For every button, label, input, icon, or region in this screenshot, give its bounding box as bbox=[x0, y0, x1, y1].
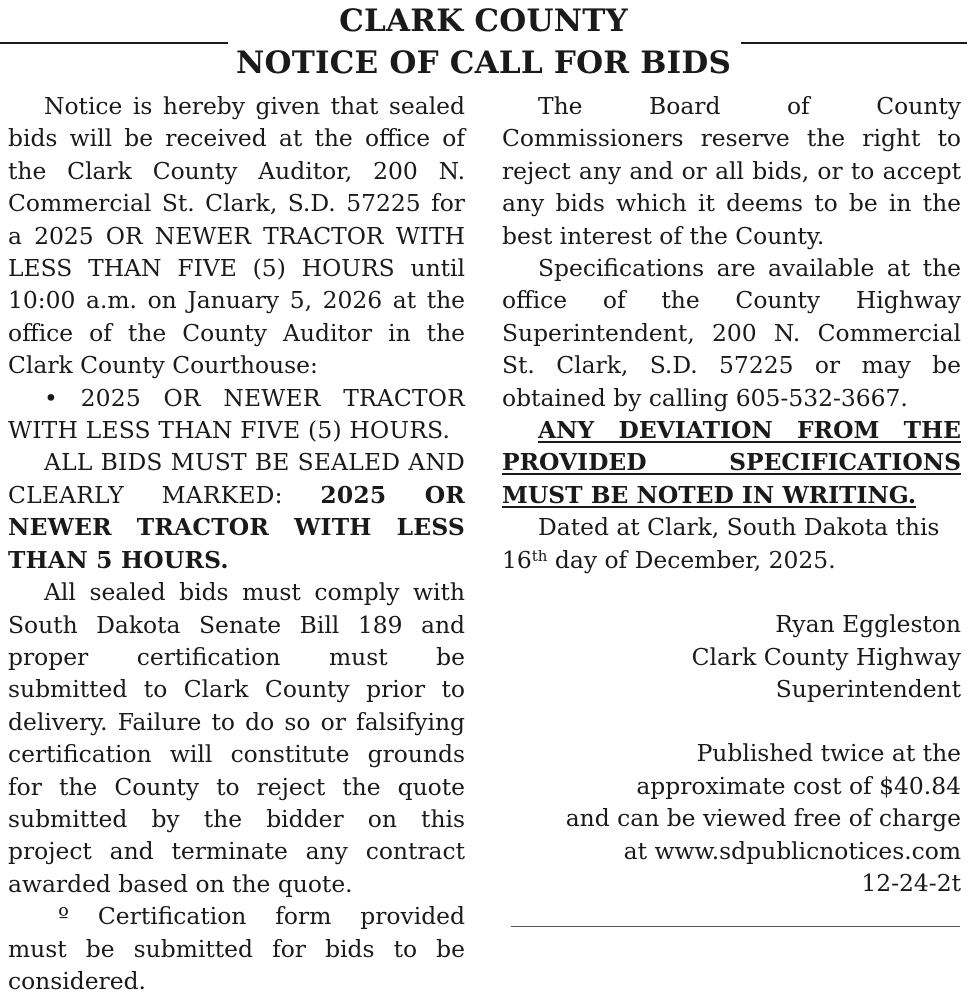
publication-line1: Published twice at the bbox=[696, 739, 961, 768]
dated-line bbox=[502, 511, 961, 576]
signer-name: Ryan Eggleston bbox=[775, 610, 961, 639]
intro-paragraph: Notice is hereby given that sealed bids will be received at the office of the Clark County Auditor, 200 N. Commercial St. Clark, S.D. 57225 for a 2025 OR NEWER TRACTOR WITH LESS THAN FIVE (5) HOURS until 10:00 a.m. on January 5, 2026 at the office of the County Auditor in the Clark County Courthouse: bbox=[8, 92, 465, 380]
sealed-bids-marking: 2025 OR NEWER TRACTOR WITH LESS THAN 5 HOURS. bbox=[8, 480, 465, 574]
right-column bbox=[502, 90, 961, 899]
publication-line3: and can be viewed free of charge bbox=[565, 804, 961, 833]
certification-paragraph: º Certification form provided must be submitted for bids to be considered. bbox=[8, 902, 465, 995]
publication-line4: at www.sdpublicnotices.com bbox=[623, 836, 961, 865]
notice-title: NOTICE OF CALL FOR BIDS bbox=[235, 45, 732, 81]
signer-title-line1: Clark County Highway bbox=[691, 642, 961, 671]
closing-rule bbox=[511, 926, 960, 927]
notice-header bbox=[0, 0, 967, 90]
board-rights-paragraph: The Board of County Commissioners reserve the right to reject any and or all bids, or to accept any bids which it deems to be in the best interest of the County. bbox=[502, 92, 961, 250]
sealed-bids-paragraph bbox=[8, 446, 465, 576]
sealed-bids-lead: ALL BIDS MUST BE SEALED AND CLEARLY MARKED: bbox=[8, 448, 465, 509]
signer-title-line2: Superintendent bbox=[775, 674, 961, 703]
dated-text-b: day of December, 2025. bbox=[547, 545, 836, 574]
publication-code: 12-24-2t bbox=[861, 868, 961, 897]
specifications-paragraph: Specifications are available at the office of the County Highway Superintendent, 200 N. Commercial St. Clark, S.D. 57225 or may be obtained by calling 605-532-3667. bbox=[502, 254, 961, 412]
deviation-notice: ANY DEVIATION FROM THE PROVIDED SPECIFICATIONS MUST BE NOTED IN WRITING. bbox=[502, 416, 961, 509]
county-title: CLARK COUNTY bbox=[339, 3, 628, 39]
compliance-paragraph: All sealed bids must comply with South Dakota Senate Bill 189 and proper certification must be submitted to Clark County prior to delivery. Failure to do so or falsifying certification will constitute grounds for the County to reject the quote submitted by the bidder on this project and terminate any contract awarded based on the quote. bbox=[8, 578, 465, 898]
bid-item-bullet: • 2025 OR NEWER TRACTOR WITH LESS THAN FIVE (5) HOURS. bbox=[8, 383, 465, 445]
publication-line2: approximate cost of $40.84 bbox=[636, 771, 961, 800]
dated-text-a: Dated at Clark, South Dakota this 16 bbox=[502, 513, 940, 574]
left-column bbox=[8, 90, 465, 997]
dated-ordinal: th bbox=[531, 546, 548, 565]
